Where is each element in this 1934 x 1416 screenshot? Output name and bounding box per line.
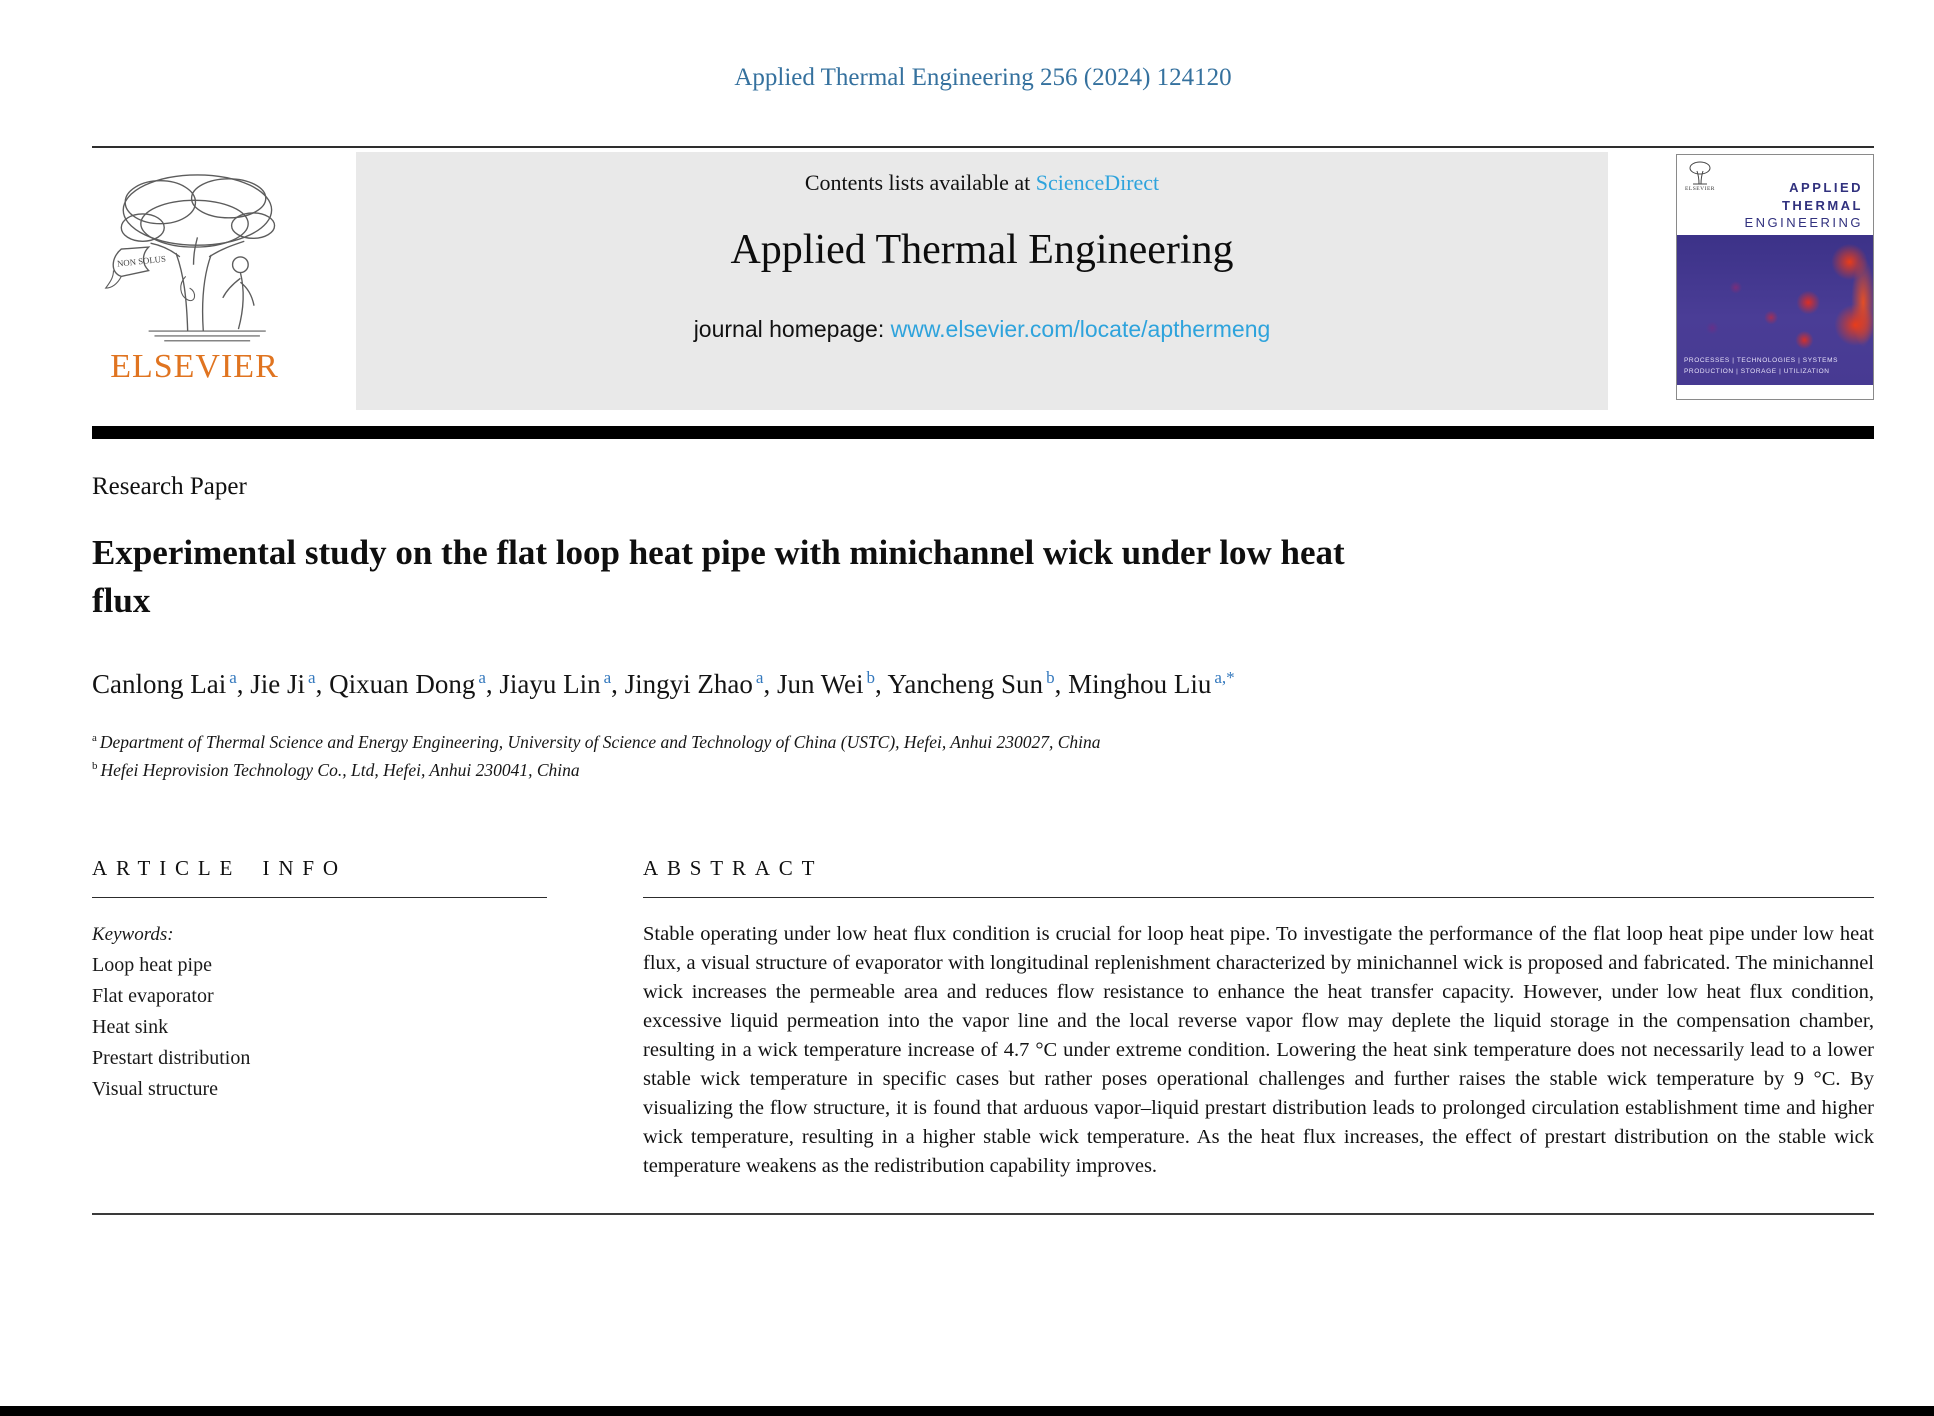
journal-banner: [356, 152, 1608, 410]
contents-line: [356, 170, 1608, 196]
affiliation-list: [92, 728, 1874, 784]
author: Jingyi Zhao $^a$,: [624, 667, 777, 699]
keyword: Flat evaporator: [92, 985, 214, 1008]
abstract-column: [643, 856, 1874, 1181]
article-info-rule: [92, 897, 547, 898]
cover-mini-elsevier-logo: [1685, 160, 1715, 192]
cover-mini-brand: ELSEVIER: [1685, 186, 1715, 192]
cover-title-line3: ENGINEERING: [1744, 215, 1863, 231]
affiliation-marker: b: [92, 760, 98, 773]
cover-title-line2: THERMAL: [1781, 197, 1863, 213]
keyword: Heat sink: [92, 1016, 169, 1039]
info-abstract-section: [92, 856, 1874, 1181]
author: Jun Wei $^b$,: [776, 667, 888, 699]
author-affiliation-sup: b: [866, 667, 876, 687]
author-affiliation-sup: a,*: [1214, 667, 1235, 687]
author-affiliation-sup: a: [755, 667, 764, 687]
abstract-rule: [643, 897, 1874, 898]
cover-top: [1677, 155, 1873, 235]
sciencedirect-link[interactable]: ScienceDirect: [1035, 170, 1160, 195]
author-affiliation-sup: a: [308, 667, 316, 687]
paper-title: Experimental study on the flat loop heat pipe with minichannel wick under low heat flux: [92, 533, 1345, 621]
cover-tagline: [1684, 356, 1838, 377]
author-affiliation-sup: a: [478, 667, 486, 687]
abstract-text: Stable operating under low heat flux condition is crucial for loop heat pipe. To investigate the performance of the flat loop heat pipe under low heat flux, a visual structure of evaporator with longitudinal replenishment characterized by minichannel wick is proposed and fabricated. The minichannel wick increases the permeable area and reduces flow resistance to enhance the heat transfer capacity. However, under low heat flux condition, excessive liquid permeation into the vapor line and the local reverse vapor flow may deplete the liquid storage in the compensation chamber, resulting in a wick temperature increase of 4.7 °C under extreme condition. Lowering the heat sink temperature does not necessarily lead to a lower stable wick temperature in specific cases but rather poses operational challenges and further raises the stable wick temperature by 9 °C. By visualizing the flow structure, it is found that arduous vapor–liquid prestart distribution leads to prolonged circulation establishment time and higher wick temperature, resulting in a higher stable wick temperature. As the heat flux increases, the effect of prestart distribution on the stable wick temperature weakens as the redistribution capability improves.: [643, 923, 1874, 1178]
author: Yancheng Sun $^b$,: [887, 667, 1069, 699]
author-affiliation-sup: b: [1046, 667, 1055, 687]
keyword: Prestart distribution: [92, 1047, 251, 1070]
journal-title: Applied Thermal Engineering: [730, 227, 1234, 273]
affiliation-marker: a: [92, 732, 97, 745]
author: Minghou Liu $^{a,*}$: [1068, 667, 1235, 699]
abstract-heading: ABSTRACT: [643, 856, 824, 881]
journal-cover-thumbnail: [1676, 154, 1874, 400]
author-affiliation-sup: a: [603, 667, 612, 687]
keyword: Loop heat pipe: [92, 954, 212, 977]
cover-journal-title: [1744, 179, 1863, 232]
homepage-url-link[interactable]: www.elsevier.com/locate/apthermeng: [890, 316, 1271, 342]
article-info-heading: ARTICLE INFO: [92, 856, 347, 881]
author: Canlong Lai $^a$,: [92, 667, 251, 699]
article-info-column: [92, 856, 547, 1181]
elsevier-wordmark: ELSEVIER: [110, 348, 279, 385]
cover-tagline-line2: PRODUCTION | STORAGE | UTILIZATION: [1684, 367, 1830, 375]
cover-mini-tree-icon: [1688, 160, 1712, 186]
journal-citation-link[interactable]: Applied Thermal Engineering 256 (2024) 124120: [734, 64, 1232, 91]
non-solus-motto: NON SOLUS: [116, 253, 167, 269]
cover-title-line1: APPLIED: [1789, 180, 1863, 195]
author: Jie Ji $^a$,: [250, 667, 330, 699]
elsevier-logo-block: [92, 148, 304, 386]
affiliation: $^a$ Department of Thermal Science and Energy Engineering, University of Science and Technology of China (USTC), Hefei, Anhui 230027, China: [92, 732, 1101, 753]
article-type-label: Research Paper: [92, 473, 247, 500]
cover-art: [1677, 235, 1873, 385]
homepage-line: [356, 316, 1608, 343]
section-bottom-rule: [92, 1213, 1874, 1215]
keywords-label: Keywords:: [92, 924, 174, 946]
author: Qixuan Dong $^a$,: [329, 667, 500, 699]
author-affiliation-sup: a: [229, 667, 237, 687]
author: Jiayu Lin $^a$,: [499, 667, 625, 699]
elsevier-tree-logo: [92, 156, 297, 348]
header-divider-bar: [92, 426, 1874, 439]
contents-prefix: Contents lists available at: [804, 170, 1031, 195]
keyword: Visual structure: [92, 1078, 218, 1101]
author-list: [92, 664, 1412, 705]
homepage-label: journal homepage:: [693, 316, 885, 342]
journal-header: [92, 146, 1874, 410]
affiliation: $^b$ Hefei Heprovision Technology Co., Ltd, Hefei, Anhui 230041, China: [92, 760, 580, 781]
page-bottom-bar: [0, 1406, 1934, 1416]
cover-tagline-line1: PROCESSES | TECHNOLOGIES | SYSTEMS: [1684, 357, 1839, 365]
